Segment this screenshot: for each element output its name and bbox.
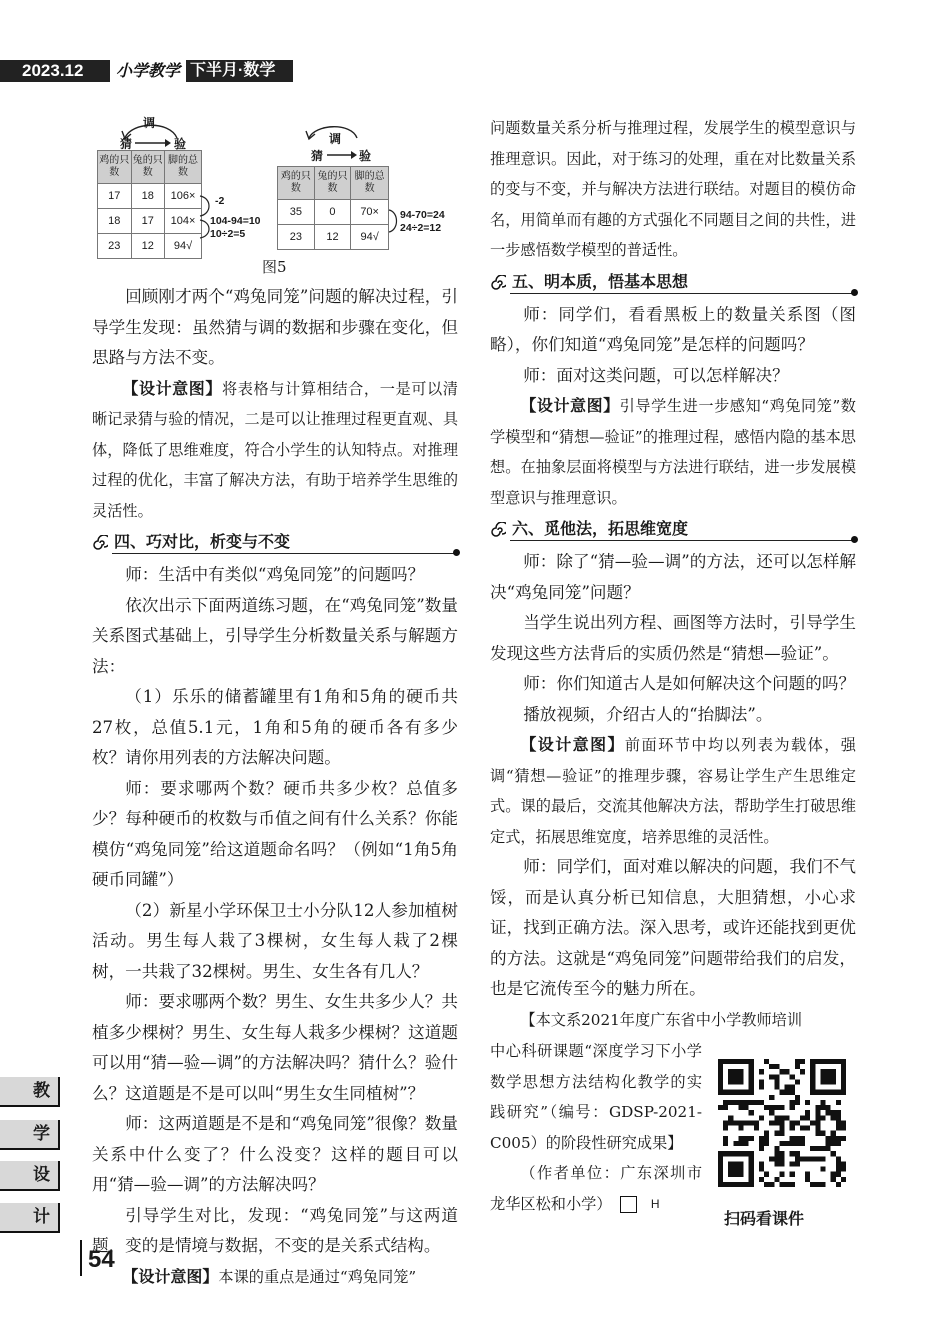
design-intent-note [92, 1262, 458, 1293]
paragraph: （1）乐乐的储蓄罐里有1角和5角的硬币共27枚，总值5.1元，1角和5角的硬币各有多少枚？请你用列表的方法解决问题。 [92, 687, 458, 767]
side-tab: 学 [0, 1120, 60, 1150]
header-cell: 鸡的只数 [278, 167, 315, 200]
paragraph: 师：这两道题是不是和“鸡兔同笼”很像？数量关系中什么变了？什么没变？这样的题目可以用“猜—验—调”的方法解决吗？ [92, 1114, 458, 1194]
table-cell: 70× [351, 200, 389, 225]
page-number-divider [80, 1240, 82, 1276]
rule-dot-icon [453, 549, 460, 556]
paragraph: 师：要求哪两个数？男生、女生共多少人？共植多少棵树？男生、女生每人栽多少棵树？这道题可以用“猜—验—调”的方法解决吗？猜什么？验什么？这道题是不是可以叫“男生女生同植树”？ [92, 992, 458, 1103]
fig-guess-label-2: 猜 [311, 149, 324, 163]
section-heading-6 [490, 519, 856, 541]
funding-note: 中心科研课题“深度学习下小学数学思想方法结构化教学的实践研究”（编号：GDSP-2021-C005）的阶段性研究成果】 [490, 1042, 702, 1152]
fig-guess-label: 猜 [120, 137, 133, 151]
note-text: 前面环节中均以列表为载体，强调“猜想—验证”的推理步骤，容易让学生产生思维定式。课的最后，交流其他解决方法，帮助学生打破思维定式，拓展思维宽度，培养思维的灵活性。 [490, 736, 856, 846]
qr-caption: 扫码看课件 [724, 1211, 805, 1228]
paragraph: （2）新星小学环保卫士小分队12人参加植树活动。男生每人栽了3棵树，女生每人栽了2棵树，一共栽了32棵树。男生、女生各有几人？ [92, 900, 458, 981]
spiral-icon [490, 275, 506, 291]
header-cell: 脚的总数 [165, 151, 202, 184]
design-intent-continued: 问题数量关系分析与推理过程，发展学生的模型意识与推理意识。因此，对于练习的处理，重在对比数量关系的变与不变，并与解决方法进行联结。对题目的模仿命名，用简单而有趣的方式强化不同题目之间的共性，进一步感悟数学模型的普适性。 [490, 119, 856, 259]
end-mark: H [620, 1196, 637, 1213]
journal-section: 下半月·数学 [190, 62, 276, 79]
table-cell: 104× [165, 209, 202, 234]
design-intent-note [490, 730, 856, 852]
section-title: 四、巧对比，析变与不变 [114, 534, 291, 551]
paragraph: 师：你们知道古人是如何解决这个问题的吗？ [523, 674, 856, 693]
header-cell: 兔的只数 [131, 151, 165, 184]
fig-adjust-label-2: 调 [329, 132, 342, 146]
design-intent-tag: 【设计意图】 [520, 396, 620, 415]
section-rule [510, 293, 856, 294]
paragraph: 师：要求哪两个数？硬币共多少枚？总值多少？每种硬币的枚数与币值之间有什么关系？你能模仿“鸡兔同笼”给这道题命名吗？（例如“1角5角硬币同罐”） [92, 778, 458, 889]
funding-block [490, 1036, 702, 1219]
paragraph: 当学生说出列方程、画图等方法时，引导学生发现这些方法背后的实质仍然是“猜想—验证”。 [490, 613, 856, 663]
table-cell: 94√ [351, 225, 389, 250]
paragraph: 师：同学们，看看黑板上的数量关系图（图略），你们知道“鸡兔同笼”是怎样的问题吗？ [490, 304, 856, 354]
section-title: 六、觅他法，拓思维宽度 [512, 521, 689, 538]
fig-adjust-label: 调 [143, 116, 156, 130]
section-heading-5 [490, 272, 856, 294]
fig-verify-label: 验 [174, 137, 187, 151]
paragraph: 师：除了“猜—验—调”的方法，还可以怎样解决“鸡兔同笼”问题？ [490, 552, 856, 602]
page-number: 54 [88, 1246, 115, 1273]
section-title: 五、明本质，悟基本思想 [512, 273, 689, 291]
note-text: 本课的重点是通过“鸡兔同笼” [218, 1267, 417, 1286]
table-cell: 23 [278, 225, 315, 250]
design-intent-tag: 【设计意图】 [122, 1266, 219, 1286]
design-intent-tag: 【设计意图】 [122, 378, 222, 398]
table-cell: 17 [98, 184, 132, 209]
table-cell: 94√ [165, 234, 202, 259]
issue-date: 2023.12 [22, 61, 84, 80]
table-cell: 35 [278, 200, 315, 225]
table-cell: 23 [98, 234, 132, 259]
table-cell: 106× [165, 184, 202, 209]
table-cell: 18 [98, 209, 132, 234]
figure-caption: 图5 [262, 258, 287, 276]
right-column [490, 113, 856, 1035]
side-tab: 计 [0, 1203, 60, 1233]
journal-logo: 小学教学 [110, 60, 186, 82]
paragraph: 回顾刚才两个“鸡兔同笼”问题的解决过程，引导学生发现：虽然猜与调的数据和步骤在变化，但思路与方法不变。 [92, 287, 458, 367]
section-rule [510, 540, 856, 541]
qr-code-icon[interactable] [718, 1059, 846, 1187]
left-note-div: 10÷2=5 [210, 228, 246, 240]
paragraph: 依次出示下面两道练习题，在“鸡兔同笼”数量关系图式基础上，引导学生分析数量关系与解题方法： [92, 595, 458, 676]
spiral-icon [490, 522, 506, 538]
left-note-sub: 104-94=10 [210, 215, 261, 227]
funding-note-line1: 【本文系2021年度广东省中小学教师培训 [520, 1010, 803, 1029]
side-tab: 教 [0, 1077, 60, 1107]
table-cell: 0 [314, 200, 351, 225]
paragraph: 师：面对这类问题，可以怎样解决？ [523, 365, 789, 385]
paragraph: 师：同学们，面对难以解决的问题，我们不气馁，而是认真分析已知信息，大胆猜想，小心求证，找到正确方法。深入思考，或许还能找到更优的方法。这就是“鸡兔同笼”问题带给我们的启发，也是它流传至今的魅力所在。 [490, 857, 856, 998]
right-note-sub: 94-70=24 [400, 209, 445, 221]
fig-verify-label-2: 验 [359, 149, 372, 163]
rule-dot-icon [851, 289, 858, 296]
rule-dot-icon [851, 536, 858, 543]
section-rule [112, 553, 458, 554]
left-guess-table [97, 150, 202, 259]
header-cell: 鸡的只数 [98, 151, 132, 184]
note-text: 将表格与计算相结合，一是可以清晰记录猜与验的情况，二是可以让推理过程更直观、具体，降低了思维难度，符合小学生的认知特点。对推理过程的优化，丰富了解决方法，有助于培养学生思维的灵活性。 [92, 379, 458, 520]
design-intent-note [490, 391, 856, 513]
left-column [92, 282, 458, 1292]
left-note-diff: -2 [215, 195, 225, 207]
paragraph: 播放视频，介绍古人的“抬脚法”。 [523, 704, 773, 724]
table-cell: 12 [131, 234, 165, 259]
table-cell: 18 [131, 184, 165, 209]
design-intent-tag: 【设计意图】 [520, 735, 625, 754]
design-intent-note [92, 374, 458, 527]
right-guess-table [277, 166, 389, 250]
note-text: 引导学生进一步感知“鸡兔同笼”数学模型和“猜想—验证”的推理过程，感悟内隐的基本思想。在抽象层面将模型与方法进行联结，进一步发展模型意识与推理意识。 [490, 397, 856, 507]
header-cell: 脚的总数 [351, 167, 389, 200]
header-cell: 兔的只数 [314, 167, 351, 200]
paragraph: 师：生活中有类似“鸡兔同笼”的问题吗？ [125, 565, 425, 584]
right-bracket-icon [387, 206, 401, 236]
paragraph: 引导学生对比，发现：“鸡兔同笼”与这两道题，变的是情境与数据，不变的是关系式结构。 [92, 1205, 458, 1255]
author-affiliation [490, 1158, 702, 1219]
section-heading-4 [92, 532, 458, 554]
right-note-div: 24÷2=12 [400, 222, 442, 234]
figure-5 [95, 114, 465, 274]
spiral-icon [92, 535, 108, 551]
table-cell: 12 [314, 225, 351, 250]
side-tab: 设 [0, 1161, 60, 1191]
table-cell: 17 [131, 209, 165, 234]
author-text: （作者单位：广东深圳市龙华区松和小学） [490, 1164, 702, 1213]
